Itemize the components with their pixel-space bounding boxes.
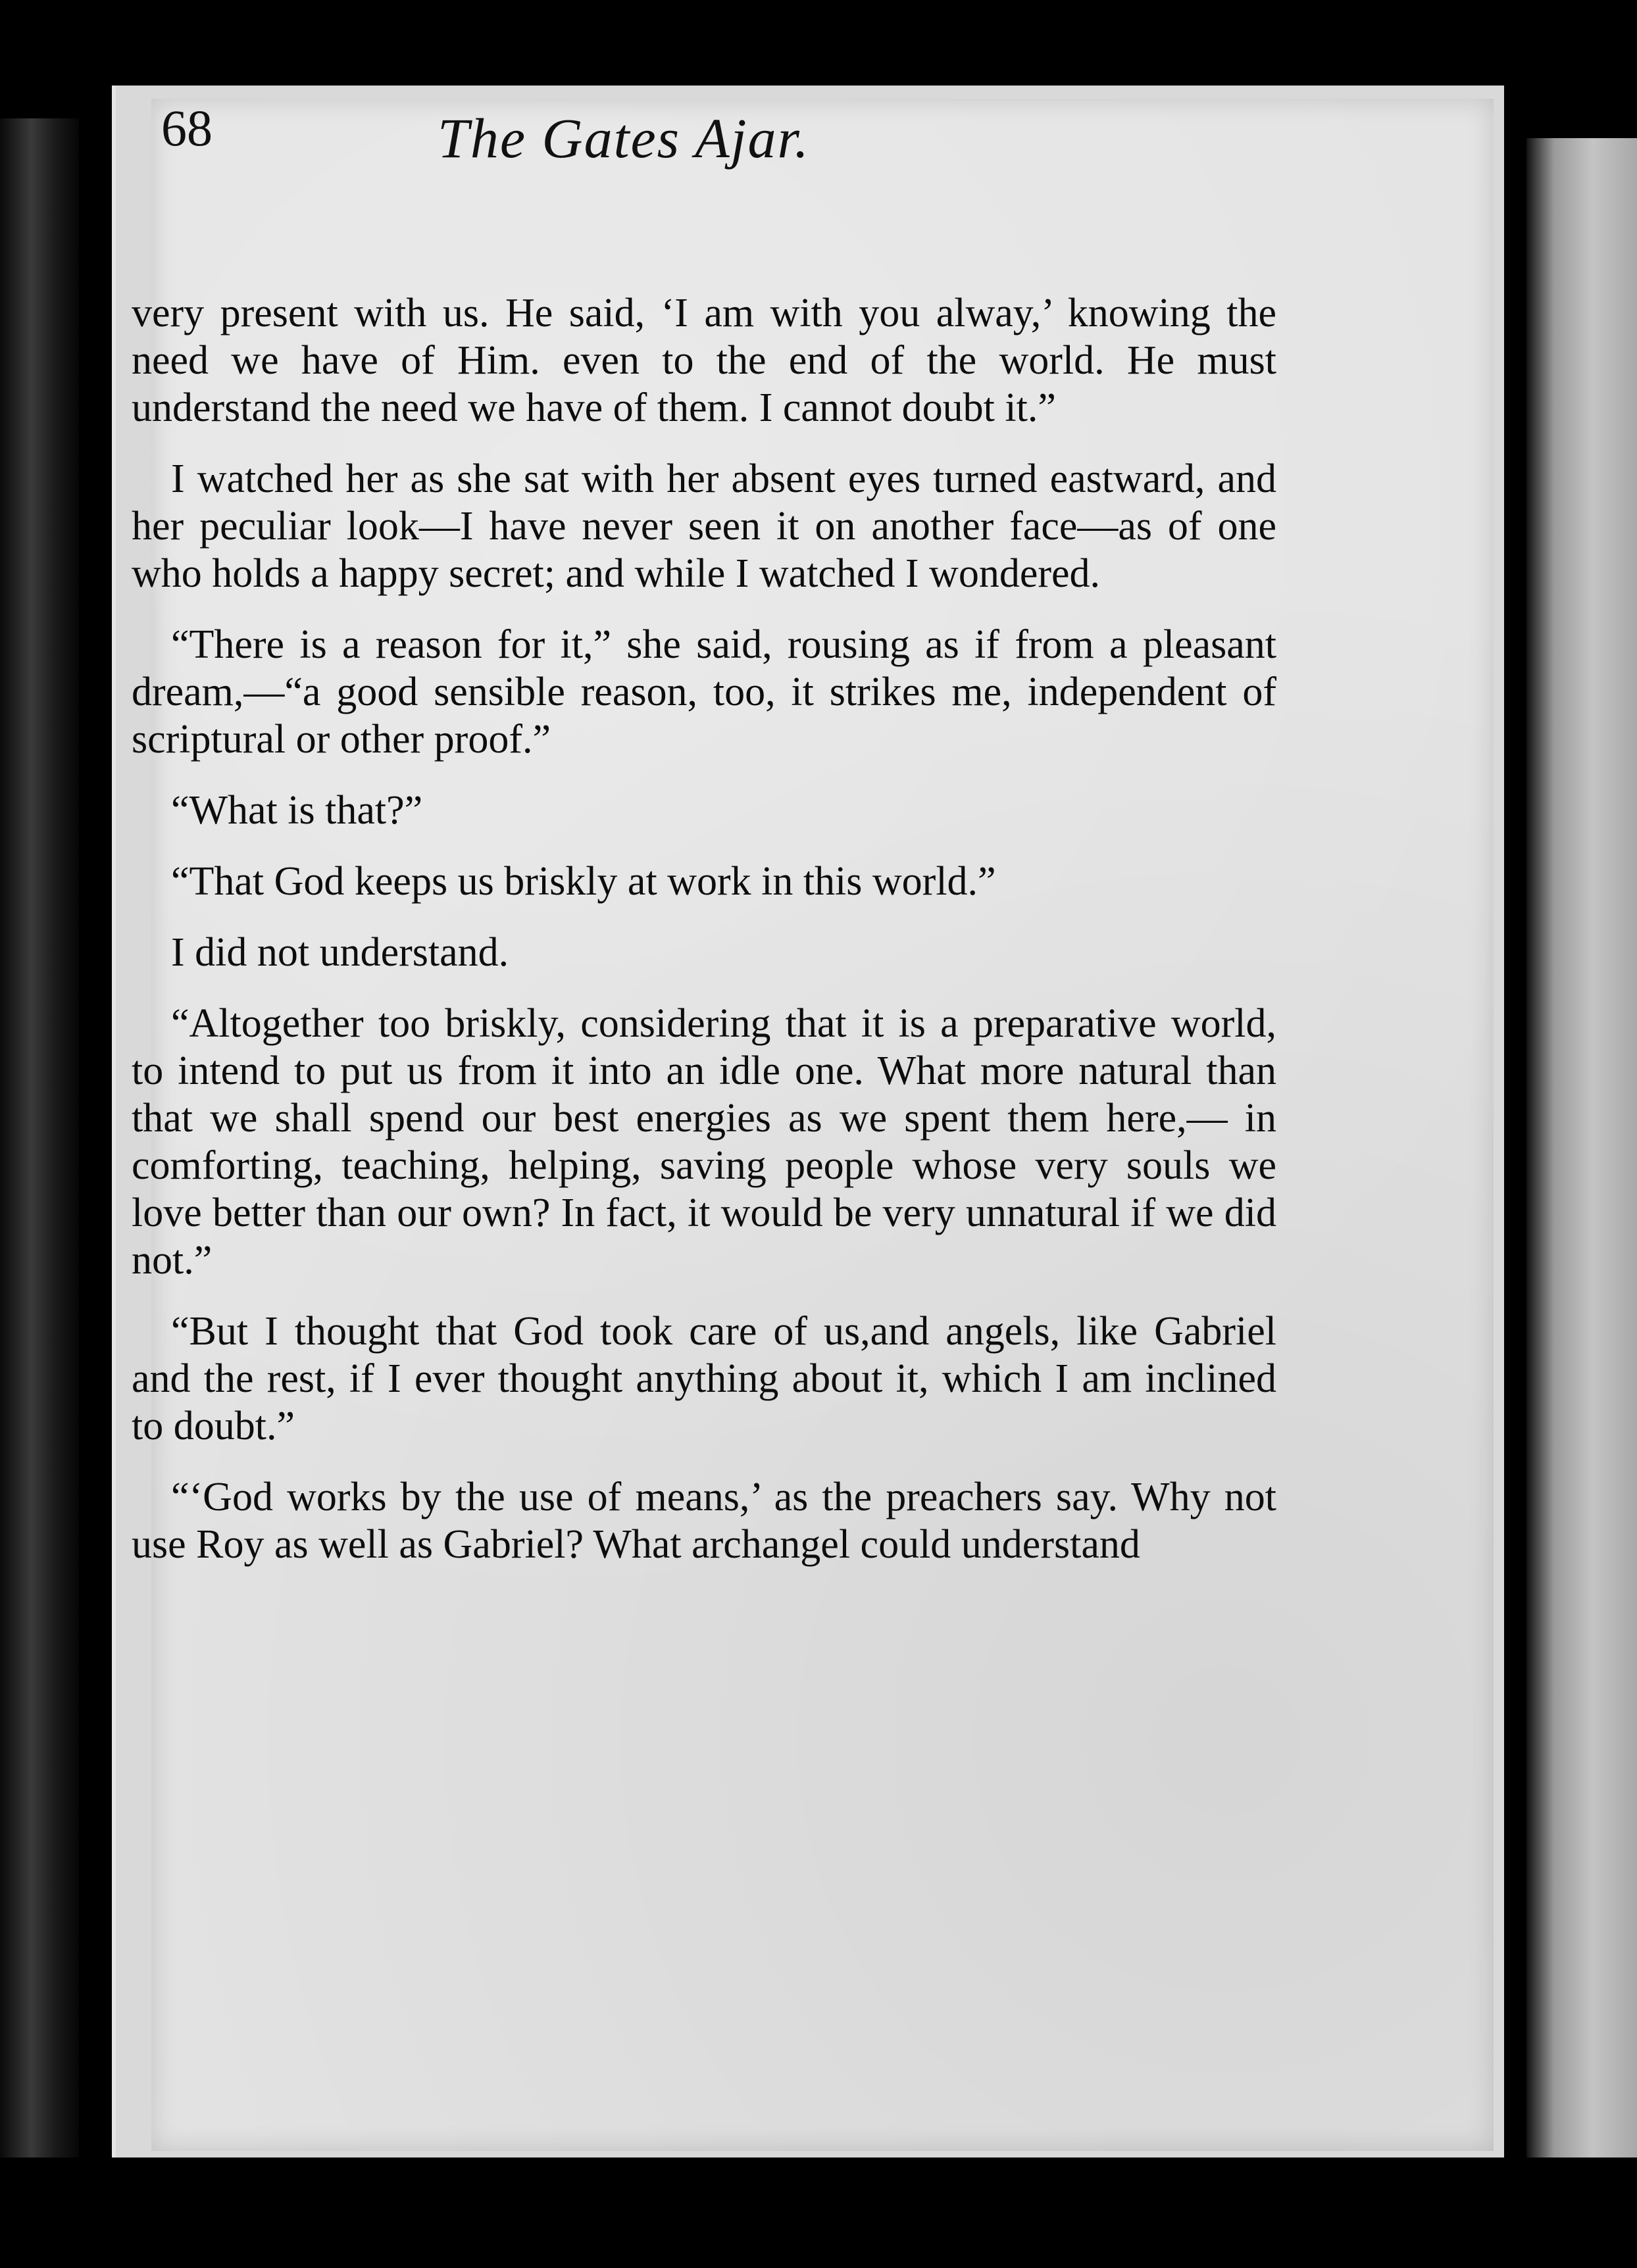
paragraph: “That God keeps us briskly at work in this world.”: [171, 859, 996, 904]
paragraph: “There is a reason for it,” she said, rousing as if from a pleasant dream,—“a good sensible reason, too, it strikes me, independent of scriptural or other proof.”: [132, 622, 1276, 762]
paragraph: “But I thought that God took care of us,and angels, like Gabriel and the rest, if I ever thought anything about it, which I am inclined to doubt.”: [132, 1309, 1276, 1448]
scan-left-edge: [0, 118, 79, 2157]
page-number: 68: [161, 99, 213, 157]
paragraph: I did not understand.: [171, 930, 509, 975]
running-title: The Gates Ajar.: [438, 107, 810, 170]
paragraph: “What is that?”: [171, 788, 423, 833]
page-header: [161, 99, 1017, 197]
paragraph: I watched her as she sat with her absent eyes turned eastward, and her peculiar look—I have never seen it on another face—as of one who holds a happy secret; and while I watched I wondered.: [132, 456, 1276, 596]
paragraph: “‘God works by the use of means,’ as the preachers say. Why not use Roy as well as Gabriel? What archangel could understand: [132, 1475, 1276, 1567]
body-text: [132, 289, 1276, 1592]
paragraph: very present with us. He said, ‘I am with you alway,’ knowing the need we have of Him. even to the end of the world. He must understand the need we have of them. I cannot doubt it.”: [132, 291, 1276, 430]
paragraph: “Altogether too briskly, considering that it is a preparative world, to intend to put us from it into an idle one. What more natural than that we shall spend our best energies as we spent them here,— in comforting, teaching, helping, saving people whose very souls we love better than our own? In fact, it would be very unnatural if we did not.”: [132, 1001, 1276, 1283]
facing-page-edge: [1526, 138, 1637, 2157]
